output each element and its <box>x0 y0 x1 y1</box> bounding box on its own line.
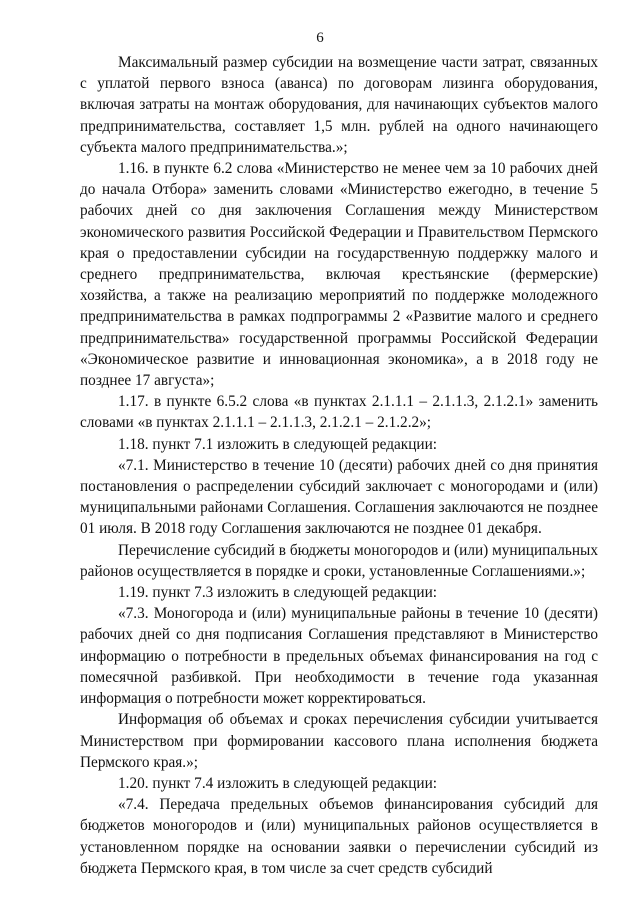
paragraph-1-17: 1.17. в пункте 6.5.2 слова «в пунктах 2.1.1.1 – 2.1.1.3, 2.1.2.1» заменить словами «в пунктах 2.1.1.1 – 2.1.1.3, 2.1.2.1 – 2.1.2.2»; <box>80 393 598 432</box>
paragraph-7-3: «7.3. Моногорода и (или) муниципальные районы в течение 10 (десяти) рабочих дней со дня подписания Соглашения представляют в Министерство информацию о потребности в предельных объемах финансирования на год с помесячной разбивкой. При необходимости в течение года указанная информация о потребности может корректироваться. <box>80 605 598 708</box>
paragraph-subsidy-transfer: Перечисление субсидий в бюджеты моногородов и (или) муниципальных районов осуществляется в порядке и сроки, установленные Соглашениями.»; <box>80 541 598 580</box>
paragraph-7-4: «7.4. Передача предельных объемов финансирования субсидий для бюджетов моногородов и (или) муниципальных районов осуществляется в установленном порядке на основании заявки о перечислении субсидий из бюджета Пермского края, в том числе за счет средств субсидий <box>80 796 598 877</box>
paragraph-1-16: 1.16. в пункте 6.2 слова «Министерство не менее чем за 10 рабочих дней до начала Отбора» заменить словами «Министерство ежегодно, в течение 5 рабочих дней со дня заключения Соглашения между Министерством экономического развития Российской Федерации и Правительством Пермского края о предоставлении субсидии на государственную поддержку малого и среднего предпринимательства, включая крестьянские (фермерские) хозяйства, а также на реализацию мероприятий по поддержке молодежного предпринимательства в рамках подпрограммы 2 «Развитие малого и среднего предпринимательства» государственной программы Российской Федерации «Экономическое развитие и инновационная экономика», а в 2018 году не позднее 17 августа»; <box>80 160 598 390</box>
document-body <box>80 52 598 879</box>
paragraph-max-subsidy: Максимальный размер субсидии на возмещение части затрат, связанных с уплатой первого взноса (аванса) по договорам лизинга оборудования, включая затраты на монтаж оборудования, для начинающих субъектов малого предпринимательства, составляет 1,5 млн. рублей на одного начинающего субъекта малого предпринимательства.»; <box>80 54 598 156</box>
paragraph-7-1: «7.1. Министерство в течение 10 (десяти) рабочих дней со дня принятия постановления о распределении субсидий заключает с моногородами и (или) муниципальными районами Соглашения. Соглашения заключаются не позднее 01 июля. В 2018 году Соглашения заключаются не позднее 01 декабря. <box>80 456 598 538</box>
paragraph-1-18: 1.18. пункт 7.1 изложить в следующей редакции: <box>118 435 438 453</box>
page-number: 6 <box>316 30 324 46</box>
paragraph-1-20: 1.20. пункт 7.4 изложить в следующей редакции: <box>118 774 438 792</box>
paragraph-volume-info: Информация об объемах и сроках перечисления субсидии учитывается Министерством при формировании кассового плана исполнения бюджета Пермского края.»; <box>80 711 598 771</box>
paragraph-1-19: 1.19. пункт 7.3 изложить в следующей редакции: <box>118 584 438 602</box>
